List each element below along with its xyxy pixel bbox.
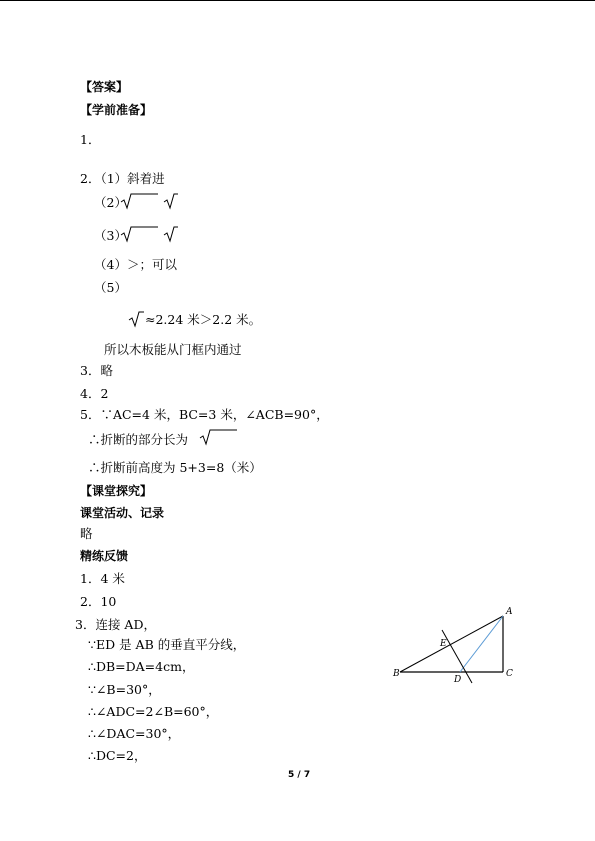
q2-2: （2） <box>94 195 127 210</box>
f3-f: ∴DC=2， <box>88 748 147 763</box>
segment-ab <box>400 616 503 672</box>
feedback-heading: 精练反馈 <box>80 549 129 563</box>
sqrt-sign <box>120 225 190 243</box>
q2-5-value: ≈2.24 米＞2.2 米。 <box>145 312 262 327</box>
label-a: A <box>506 607 513 617</box>
label-c: C <box>506 669 513 679</box>
q5-b: ∴折断前高度为 5+3=8（米） <box>88 460 262 475</box>
q2-3: （3） <box>94 228 127 243</box>
q2-1: 2．（1）斜着进 <box>80 171 165 186</box>
explore-heading: 【课堂探究】 <box>80 484 153 498</box>
f3-a: ∵ED 是 AB 的垂直平分线， <box>88 637 246 652</box>
q4: 4．2 <box>80 386 109 401</box>
segment-ad <box>460 616 503 672</box>
q2-5: （5） <box>94 280 127 295</box>
q3: 3．略 <box>80 363 113 378</box>
label-e: E <box>440 639 447 649</box>
f2: 2．10 <box>80 594 117 609</box>
q2-conclusion: 所以木板能从门框内通过 <box>104 342 242 357</box>
triangle-figure <box>390 604 520 684</box>
header-rule <box>0 0 595 1</box>
label-d: D <box>454 675 462 684</box>
f3-e: ∴∠DAC=30°， <box>88 726 181 741</box>
q5-a: ∴折断的部分长为 <box>88 432 189 447</box>
answer-heading: 【答案】 <box>80 80 129 94</box>
q5: 5．∵AC=4 米，BC=3 米，∠ACB=90°， <box>80 407 329 422</box>
f1: 1．4 米 <box>80 571 125 586</box>
f3-b: ∴DB=DA=4cm， <box>88 659 195 674</box>
sqrt-sign <box>120 192 190 210</box>
f3-d: ∴∠ADC=2∠B=60°， <box>88 704 219 719</box>
f3-c: ∵∠B=30°， <box>88 682 161 697</box>
q2-4: （4）＞；可以 <box>94 257 177 272</box>
activity-heading: 课堂活动、记录 <box>80 506 165 520</box>
prep-heading: 【学前准备】 <box>80 103 153 117</box>
sqrt-sign <box>199 428 239 446</box>
f3: 3．连接 AD， <box>75 617 156 632</box>
page-number: 5 / 7 <box>288 770 311 780</box>
q1: 1． <box>80 132 101 147</box>
label-b: B <box>393 669 400 679</box>
activity-text: 略 <box>80 526 93 541</box>
